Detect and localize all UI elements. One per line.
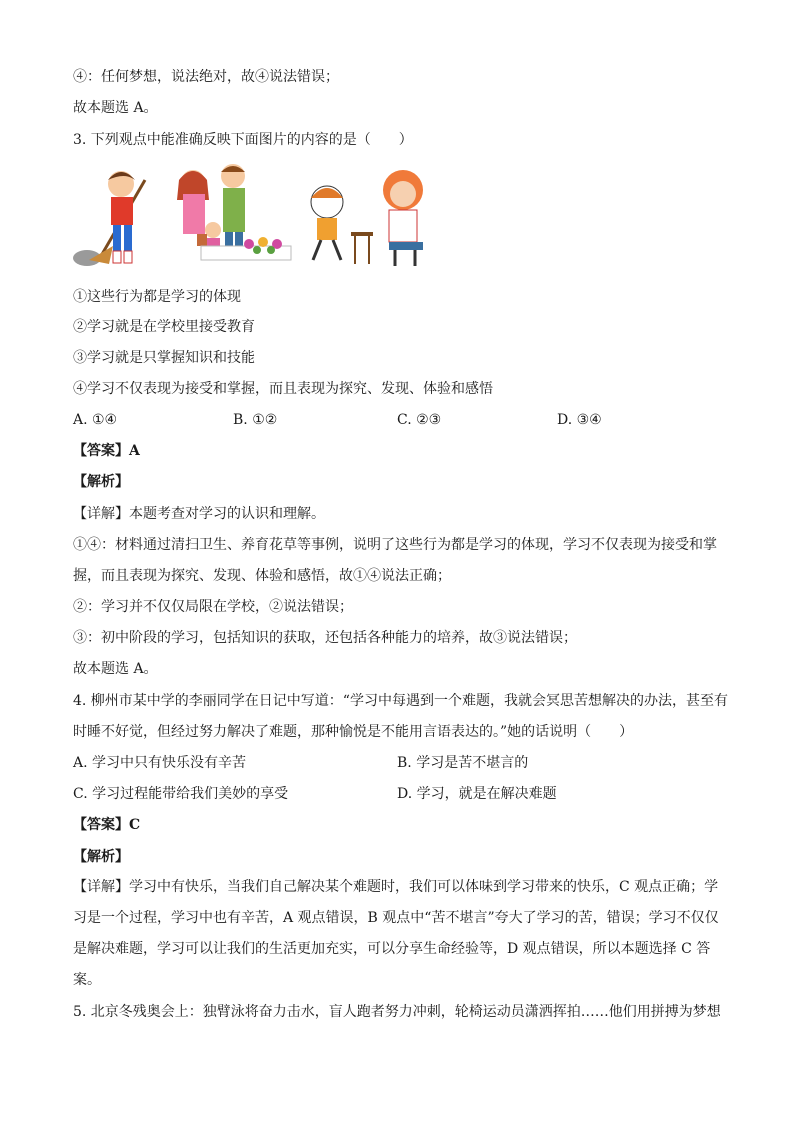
question-4-stem-line-1: 4. 柳州市某中学的李丽同学在日记中写道：“学习中每遇到一个难题，我就会冥思苦想解决的办法，甚至有 bbox=[73, 693, 728, 709]
question-3-stem: 3. 下列观点中能准确反映下面图片的内容的是（ ） bbox=[73, 132, 413, 148]
q4-detail: 【详解】学习中有快乐，当我们自己解决某个难题时，我们可以体味到学习带来的快乐，C 观点正确；学习是一个过程，学习中也有辛苦，A 观点错误，B 观点中“苦不堪言”夸大了学习的苦，错误；学习不仅仅是解决难题，学习可以让我们的生活更加充实，可以分享生命经验等，D 观点错误，所以本题选择 C 答案。 bbox=[73, 879, 719, 988]
q3-analysis-heading: 【解析】 bbox=[73, 474, 129, 490]
question-4-stem-line-2: 时睡不好觉，但经过努力解决了难题，那种愉悦是不能用言语表达的。”她的话说明（ ） bbox=[73, 724, 634, 740]
q4-option-d: D. 学习，就是在解决难题 bbox=[397, 786, 557, 802]
q3-option-b: B. ①② bbox=[233, 412, 278, 428]
child-and-teacher-figure bbox=[311, 170, 423, 266]
question-5-stem: 5. 北京冬残奥会上：独臂泳将奋力击水，盲人跑者努力冲刺，轮椅运动员潇洒挥拍……他们用拼搏为梦想 bbox=[73, 1004, 721, 1020]
q3-option-d: D. ③④ bbox=[557, 412, 602, 428]
q4-option-a: A. 学习中只有快乐没有辛苦 bbox=[73, 755, 247, 771]
q3-explanation-1b: 握，而且表现为探究、发现、体验和感悟，故①④说法正确； bbox=[73, 568, 451, 584]
q3-explanation-2: ②：学习并不仅仅局限在学校，②说法错误； bbox=[73, 599, 353, 615]
q3-explanation-3: ③：初中阶段的学习，包括知识的获取，还包括各种能力的培养，故③说法错误； bbox=[73, 630, 577, 646]
q3-explanation-1a: ①④：材料通过清扫卫生、养育花草等事例，说明了这些行为都是学习的体现，学习不仅表现为接受和掌 bbox=[73, 537, 717, 553]
q3-statement-2: ②学习就是在学校里接受教育 bbox=[73, 319, 255, 335]
q3-option-a: A. ①④ bbox=[73, 412, 118, 428]
q4-option-c: C. 学习过程能带给我们美妙的享受 bbox=[73, 786, 289, 802]
q3-option-c: C. ②③ bbox=[397, 412, 442, 428]
line-point-4: ④：任何梦想，说法绝对，故④说法错误； bbox=[73, 69, 339, 85]
q4-analysis-heading: 【解析】 bbox=[73, 849, 129, 865]
q3-statement-4: ④学习不仅表现为接受和掌握，而且表现为探究、发现、体验和感悟 bbox=[73, 381, 493, 397]
q3-conclusion: 故本题选 A。 bbox=[73, 661, 158, 677]
q4-option-b: B. 学习是苦不堪言的 bbox=[397, 755, 529, 771]
question-3-illustration bbox=[73, 160, 443, 272]
q3-statement-1: ①这些行为都是学习的体现 bbox=[73, 289, 241, 305]
line-conclusion-q2: 故本题选 A。 bbox=[73, 100, 158, 116]
q3-answer: 【答案】A bbox=[73, 443, 140, 459]
q3-statement-3: ③学习就是只掌握知识和技能 bbox=[73, 350, 255, 366]
family-watering-flowers-figure bbox=[177, 164, 291, 260]
q4-answer: 【答案】C bbox=[73, 817, 141, 833]
sweeping-boy-figure bbox=[73, 171, 145, 266]
q3-detail: 【详解】本题考查对学习的认识和理解。 bbox=[73, 506, 325, 522]
